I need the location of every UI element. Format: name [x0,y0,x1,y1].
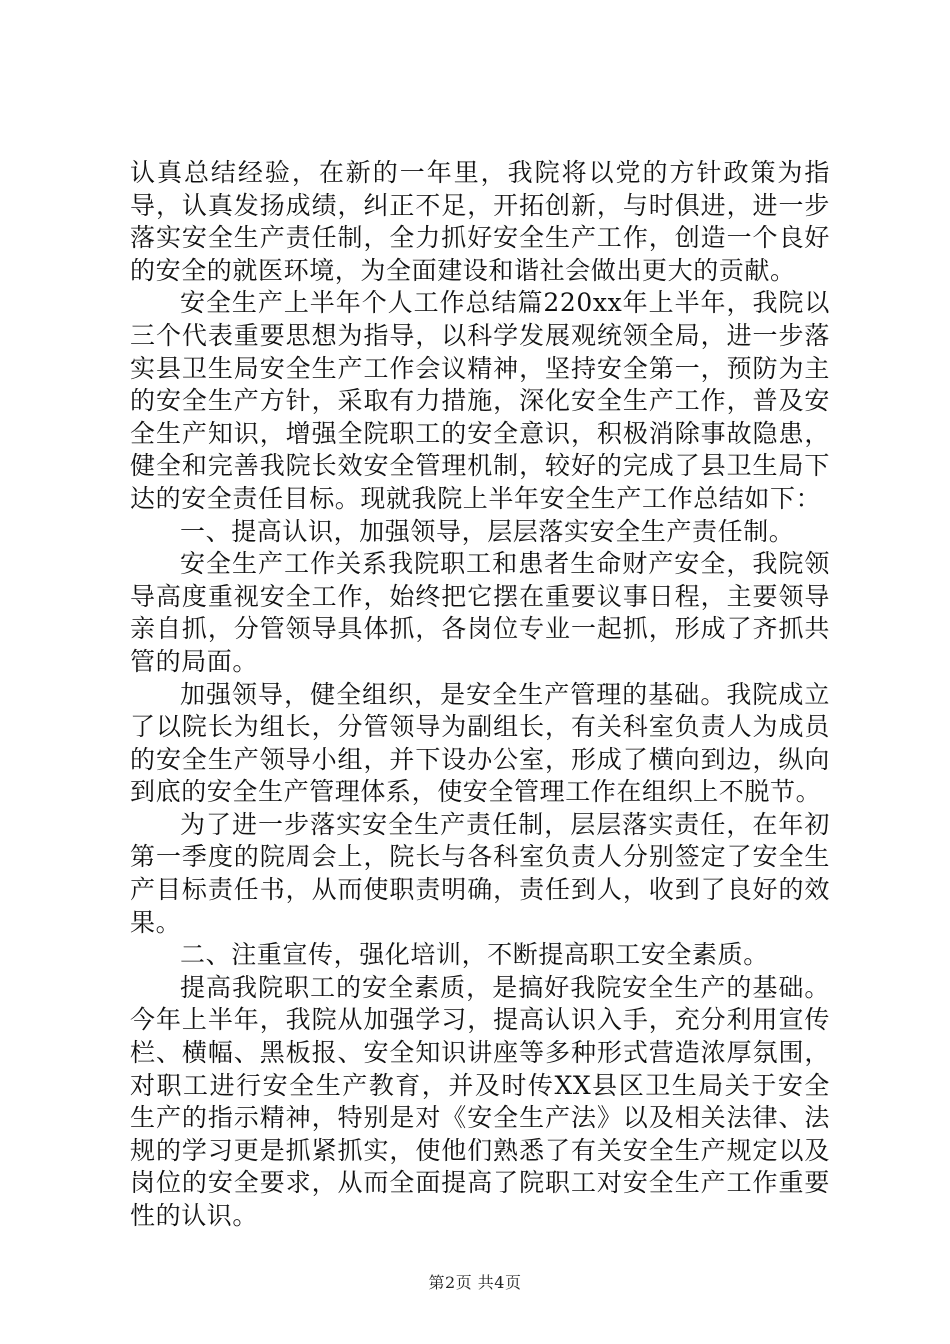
document-body [130,157,830,1233]
paragraph: 提高我院职工的安全素质，是搞好我院安全生产的基础。今年上半年，我院从加强学习，提高认识入手，充分利用宣传栏、横幅、黑板报、安全知识讲座等多种形式营造浓厚氛围，对职工进行安全生产教育，并及时传XX县区卫生局关于安全生产的指示精神，特别是对《安全生产法》以及相关法律、法规的学习更是抓紧抓实，使他们熟悉了有关安全生产规定以及岗位的安全要求，从而全面提高了院职工对安全生产工作重要性的认识。 [130,972,830,1230]
paragraph: 安全生产工作关系我院职工和患者生命财产安全，我院领导高度重视安全工作，始终把它摆在重要议事日程，主要领导亲自抓，分管领导具体抓，各岗位专业一起抓，形成了齐抓共管的局面。 [130,549,830,676]
section-heading: 二、注重宣传，强化培训，不断提高职工安全素质。 [180,940,769,970]
section-heading: 一、提高认识，加强领导，层层落实安全生产责任制。 [180,516,795,546]
paragraph: 加强领导，健全组织，是安全生产管理的基础。我院成立了以院长为组长，分管领导为副组长，有关科室负责人为成员的安全生产领导小组，并下设办公室，形成了横向到边，纵向到底的安全生产管理体系，使安全管理工作在组织上不脱节。 [130,679,830,807]
paragraph: 安全生产上半年个人工作总结篇220xx年上半年，我院以三个代表重要思想为指导，以科学发展观统领全局，进一步落实县卫生局安全生产工作会议精神，坚持安全第一，预防为主的安全生产方针，采取有力措施，深化安全生产工作，普及安全生产知识，增强全院职工的安全意识，积极消除事故隐患，健全和完善我院长效安全管理机制，较好的完成了县卫生局下达的安全责任目标。现就我院上半年安全生产工作总结如下： [130,288,830,513]
paragraph: 认真总结经验，在新的一年里，我院将以党的方针政策为指导，认真发扬成绩，纠正不足，开拓创新，与时俱进，进一步落实安全生产责任制，全力抓好安全生产工作，创造一个良好的安全的就医环境，为全面建设和谐社会做出更大的贡献。 [130,158,830,285]
paragraph: 为了进一步落实安全生产责任制，层层落实责任，在年初第一季度的院周会上，院长与各科室负责人分别签定了安全生产目标责任书，从而使职责明确，责任到人，收到了良好的效果。 [130,809,830,937]
page-footer: 第2页 共4页 [428,1273,522,1292]
